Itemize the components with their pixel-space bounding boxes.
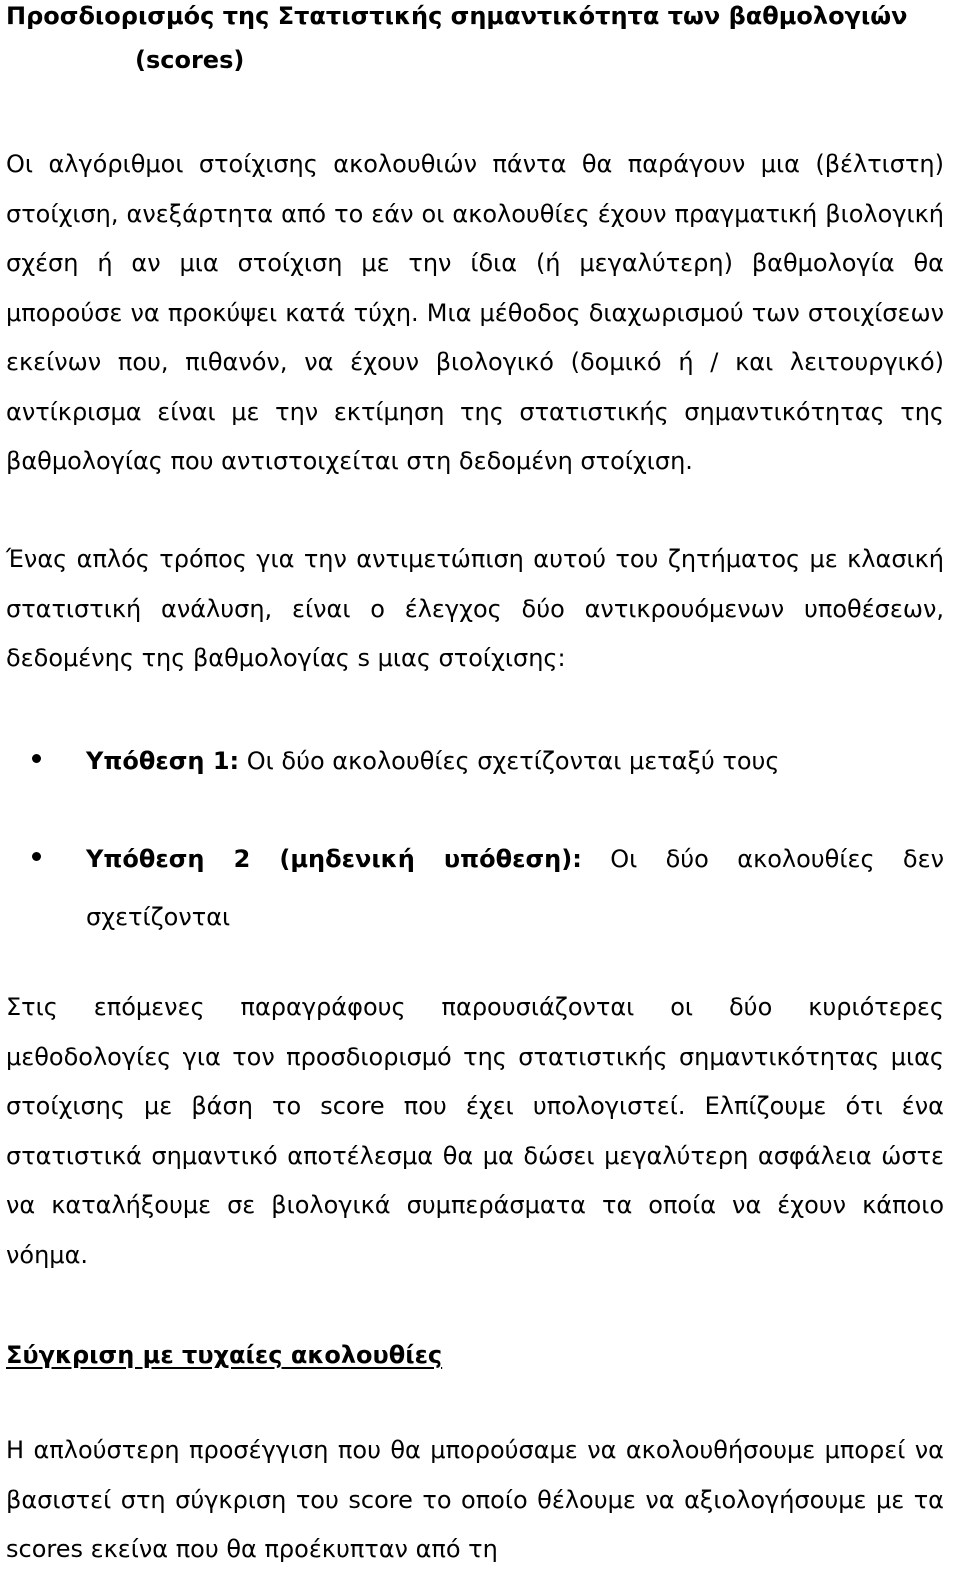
paragraph-random-comparison: Η απλούστερη προσέγγιση που θα μπορούσαμε να ακολουθήσουμε μπορεί να βασιστεί στη σύγκριση του score το οποίο θέλουμε να αξιολογήσουμε με τα scores εκείνα που θα προέκυπταν από τη	[6, 1436, 944, 1563]
paragraph-methodologies: Στις επόμενες παραγράφους παρουσιάζονται οι δύο κυριότερες μεθοδολογίες για τον προσδιορισμό της στατιστικής σημαντικότητας μιας στοίχισης με βάση το score που έχει υπολογιστεί. Ελπίζουμε ότι ένα στατιστικά σημαντικό αποτέλεσμα θα μα δώσει μεγαλύτερη ασφάλεια ώστε να καταλήξουμε σε βιολογικά συμπεράσματα τα οποία να έχουν κάποιο νόημα.	[6, 993, 944, 1269]
section-heading-random-sequences: Σύγκριση με τυχαίες ακολουθίες	[6, 1341, 443, 1369]
hypothesis-item-2	[6, 830, 944, 946]
hypothesis-text: Οι δύο ακολουθίες δεν σχετίζονται	[86, 845, 944, 931]
bullet-icon	[32, 852, 41, 861]
document-title: Προσδιορισμός της Στατιστικής σημαντικότητα των βαθμολογιών	[6, 2, 908, 30]
hypothesis-item-1	[6, 732, 944, 790]
hypothesis-label: Υπόθεση 1:	[86, 747, 240, 775]
hypotheses-list	[6, 732, 944, 946]
paragraph-hypothesis-testing: Ένας απλός τρόπος για την αντιμετώπιση αυτού του ζητήματος με κλασική στατιστική ανάλυση, είναι ο έλεγχος δύο αντικρουόμενων υποθέσεων, δεδομένης της βαθμολογίας s μιας στοίχισης:	[6, 545, 944, 672]
paragraph-intro: Οι αλγόριθμοι στοίχισης ακολουθιών πάντα θα παράγουν μια (βέλτιστη) στοίχιση, ανεξάρτητα από το εάν οι ακολουθίες έχουν πραγματική βιολογική σχέση ή αν μια στοίχιση με την ίδια (ή μεγαλύτερη) βαθμολογία θα μπορούσε να προκύψει κατά τύχη. Μια μέθοδος διαχωρισμού των στοιχίσεων εκείνων που, πιθανόν, να έχουν βιολογικό (δομικό ή / και λειτουργικό) αντίκρισμα είναι με την εκτίμηση της στατιστικής σημαντικότητας της βαθμολογίας που αντιστοιχείται στη δεδομένη στοίχιση.	[6, 150, 944, 475]
hypothesis-text: Οι δύο ακολουθίες σχετίζονται μεταξύ τους	[239, 747, 780, 775]
hypothesis-label: Υπόθεση 2 (μηδενική υπόθεση):	[86, 845, 582, 873]
document-title-continuation: (scores)	[135, 46, 245, 74]
bullet-icon	[32, 754, 41, 763]
